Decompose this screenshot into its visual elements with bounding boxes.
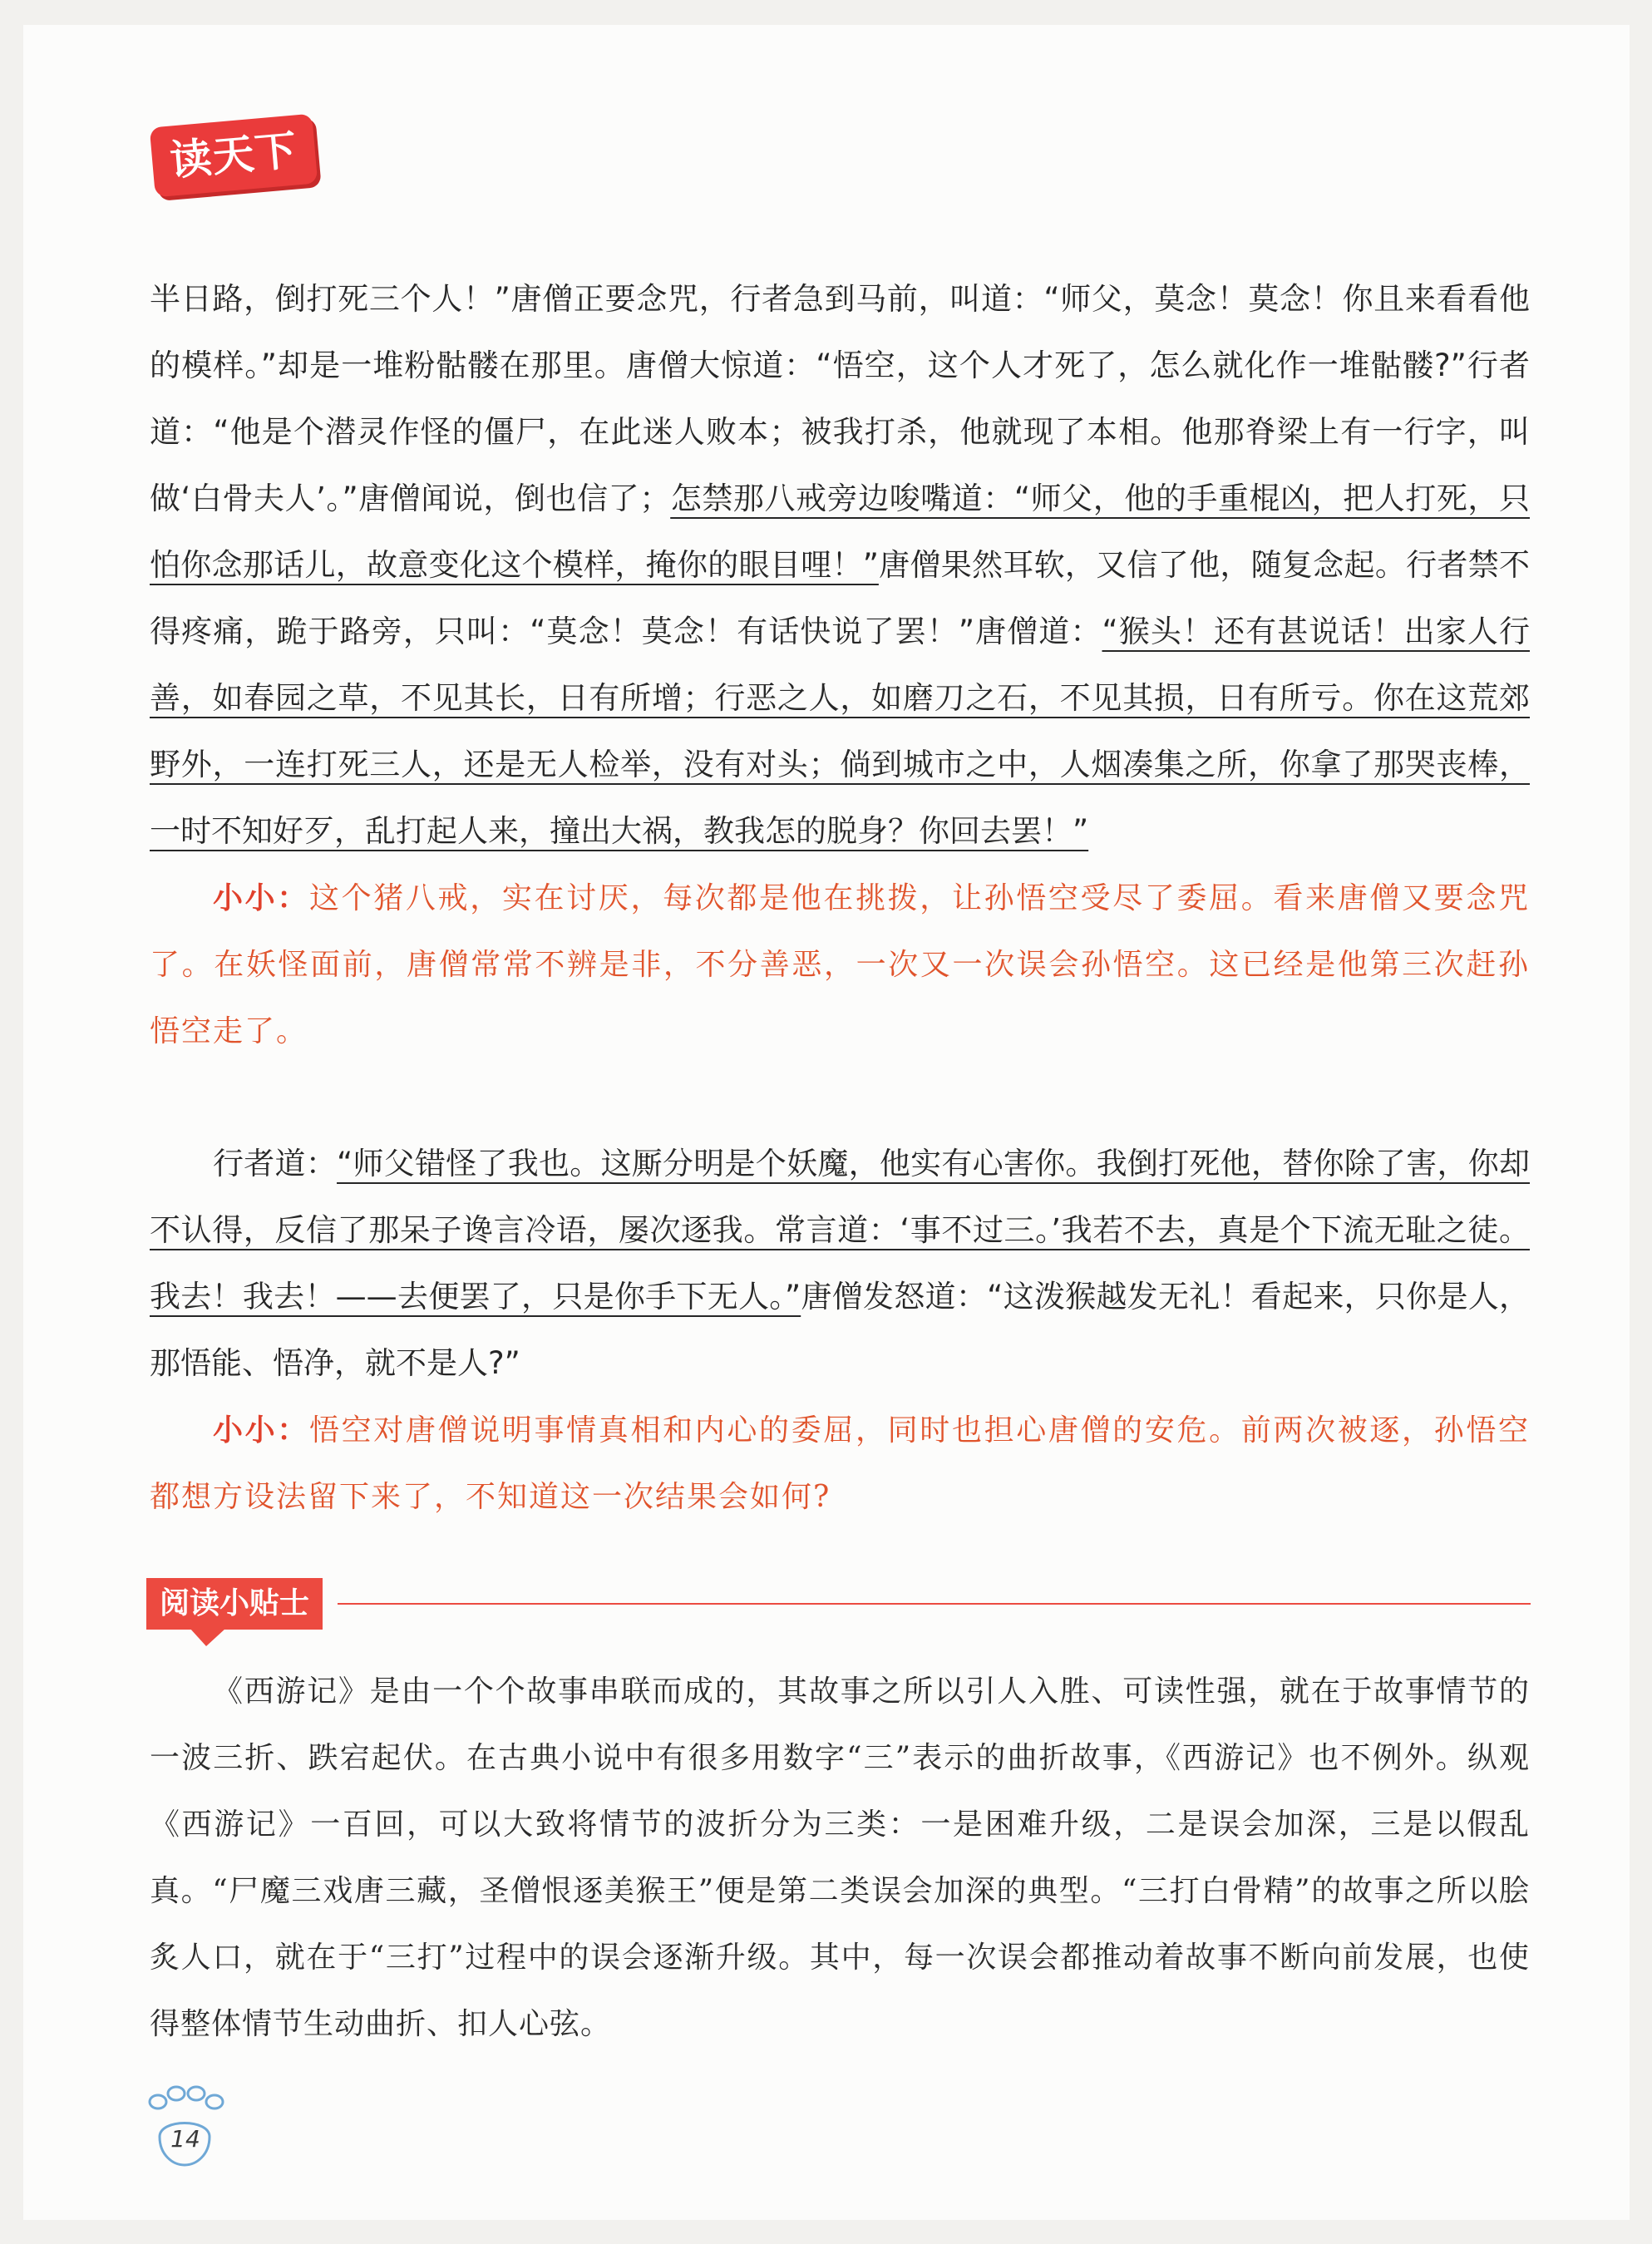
story-passage-1	[150, 266, 1530, 865]
note-speaker: 小小：	[213, 1413, 309, 1448]
book-page	[23, 25, 1630, 2220]
note-text: 这个猪八戒，实在讨厌，每次都是他在挑拨，让孙悟空受尽了委屈。看来唐僧又要念咒了。在妖怪面前，唐僧常常不辨是非，不分善恶，一次又一次误会孙悟空。这已经是他第三次赶孙悟空走了。	[150, 881, 1530, 1048]
story-passage-2	[150, 1131, 1530, 1397]
header-rule	[338, 1603, 1531, 1605]
passage1-text-b: 唐僧果然耳软，又信了他，随复念起。行者禁不得疼痛，跪于路旁，只叫：“莫念！莫念！有话快说了罢！”唐僧道：	[150, 547, 1530, 649]
reading-tips-label: 阅读小贴士	[146, 1578, 323, 1630]
passage1-underlined-b: “猴头！还有甚说话！出家人行善，如春园之草，不见其长，日有所增；行恶之人，如磨刀之石，不见其损，日有所亏。你在这荒郊野外，一连打死三人，还是无人检举，没有对头；倘到城市之中，人烟凑集之所，你拿了那哭丧棒，一时不知好歹，乱打起人来，撞出大祸，教我怎的脱身？你回去罢！”	[150, 614, 1530, 849]
tips-paragraph: 《西游记》是由一个个故事串联而成的，其故事之所以引人入胜、可读性强，就在于故事情节的一波三折、跌宕起伏。在古典小说中有很多用数字“三”表示的曲折故事，《西游记》也不例外。纵观《西游记》一百回，可以大致将情节的波折分为三类：一是困难升级，二是误会加深，三是以假乱真。“尸魔三戏唐三藏，圣僧恨逐美猴王”便是第二类误会加深的典型。“三打白骨精”的故事之所以脍炙人口，就在于“三打”过程中的误会逐渐升级。其中，每一次误会都推动着故事不断向前发展，也使得整体情节生动曲折、扣人心弦。	[150, 1674, 1530, 2041]
reading-tips-body	[150, 1659, 1530, 2058]
page-number: 14	[170, 2125, 200, 2153]
logo-text: 读天下	[168, 126, 299, 185]
passage1-underlined-a: 怎禁那八戒旁边唆嘴道：“师父，他的手重棍凶，把人打死，只怕你念那话儿，故意变化这个模样，掩你的眼目哩！”	[150, 481, 1530, 583]
reading-tips-header	[146, 1578, 1531, 1645]
reader-note-2	[150, 1397, 1530, 1531]
passage1-text-a: 半日路，倒打死三个人！”唐僧正要念咒，行者急到马前，叫道：“师父，莫念！莫念！你且来看看他的模样。”却是一堆粉骷髅在那里。唐僧大惊道：“悟空，这个人才死了，怎么就化作一堆骷髅?”行者道：“他是个潜灵作怪的僵尸，在此迷人败本；被我打杀，他就现了本相。他那脊梁上有一行字，叫做‘白骨夫人’。”唐僧闻说，倒也信了；	[150, 281, 1530, 516]
note-text: 悟空对唐僧说明事情真相和内心的委屈，同时也担心唐僧的安危。前两次被逐，孙悟空都想方设法留下来了，不知道这一次结果会如何?	[150, 1413, 1530, 1514]
label-tail-decoration	[190, 1628, 226, 1646]
note-speaker: 小小：	[213, 880, 309, 915]
passage2-underlined: “师父错怪了我也。这厮分明是个妖魔，他实有心害你。我倒打死他，替你除了害，你却不认得，反信了那呆子谗言冷语，屡次逐我。常言道：‘事不过三。’我若不去，真是个下流无耻之徒。我去！我去！——去便罢了，只是你手下无人。”	[150, 1146, 1530, 1314]
passage2-text-b: 唐僧发怒道：“这泼猴越发无礼！看起来，只你是人，那悟能、悟净，就不是人?”	[150, 1279, 1531, 1381]
passage2-text-a: 行者道：	[213, 1146, 338, 1181]
du-tian-xia-logo	[150, 114, 318, 198]
reader-note-1	[150, 865, 1530, 1065]
